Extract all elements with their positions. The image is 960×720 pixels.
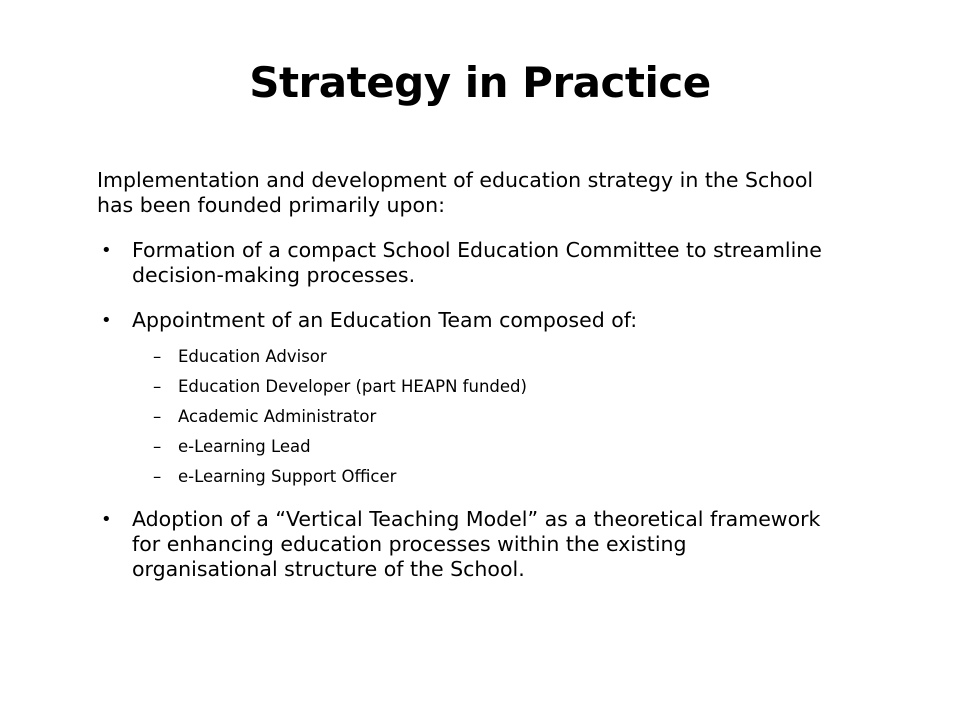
sub-item-text: Academic Administrator xyxy=(178,407,377,426)
sub-list xyxy=(132,347,837,487)
sub-item xyxy=(132,437,837,457)
bullet-text: Appointment of an Education Team composed of: xyxy=(132,308,638,332)
sub-item-text: e-Learning Lead xyxy=(178,437,311,456)
dash-icon: – xyxy=(153,347,162,366)
bullet-text: Formation of a compact School Education Committee to streamline decision-making processes. xyxy=(132,238,822,287)
sub-item xyxy=(132,377,837,397)
sub-item xyxy=(132,407,837,427)
sub-item-text: Education Developer (part HEAPN funded) xyxy=(178,377,527,396)
slide-title: Strategy in Practice xyxy=(249,58,711,107)
bullet-item xyxy=(97,308,837,487)
dash-icon: – xyxy=(153,467,162,486)
intro-paragraph: Implementation and development of education strategy in the School has been founded primarily upon: xyxy=(97,168,814,217)
dash-icon: – xyxy=(153,437,162,456)
bullet-item xyxy=(97,507,837,582)
sub-item xyxy=(132,467,837,487)
sub-item xyxy=(132,347,837,367)
bullet-text: Adoption of a “Vertical Teaching Model” as a theoretical framework for enhancing education processes within the existing organisational structure of the School. xyxy=(132,507,821,581)
bullet-icon: • xyxy=(101,509,112,530)
slide-body xyxy=(97,168,837,602)
bullet-list xyxy=(97,238,837,582)
dash-icon: – xyxy=(153,407,162,426)
sub-item-text: e-Learning Support Officer xyxy=(178,467,397,486)
bullet-item xyxy=(97,238,837,288)
sub-item-text: Education Advisor xyxy=(178,347,327,366)
bullet-icon: • xyxy=(101,240,112,261)
dash-icon: – xyxy=(153,377,162,396)
bullet-icon: • xyxy=(101,310,112,331)
